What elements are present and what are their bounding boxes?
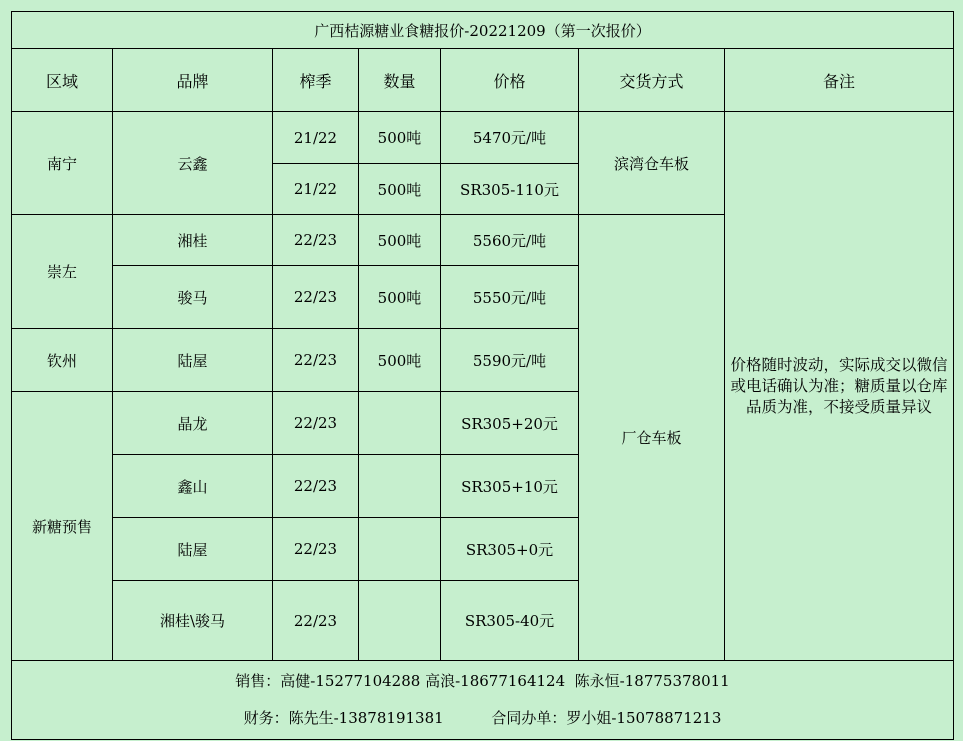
season-cell: 22/23 [273, 392, 359, 455]
footer-row [12, 661, 954, 740]
season-cell: 22/23 [273, 581, 359, 661]
header-season: 榨季 [273, 49, 359, 112]
table-row [12, 112, 954, 164]
sheet-title: 广西桔源糖业食糖报价-20221209（第一次报价） [12, 12, 954, 49]
price-cell: SR305+20元 [441, 392, 579, 455]
brand-cell: 鑫山 [113, 455, 273, 518]
region-cell: 崇左 [12, 215, 113, 329]
contact-footer [12, 661, 954, 740]
price-cell: 5560元/吨 [441, 215, 579, 266]
remark-text: 价格随时波动，实际成交以微信或电话确认为准；糖质量以仓库品质为准，不接受质量异议 [730, 355, 948, 416]
quote-sheet [11, 11, 953, 741]
header-price: 价格 [441, 49, 579, 112]
season-cell: 22/23 [273, 455, 359, 518]
price-cell: 5470元/吨 [441, 112, 579, 164]
brand-cell: 骏马 [113, 266, 273, 329]
season-cell: 22/23 [273, 518, 359, 581]
delivery-cell: 厂仓车板 [579, 215, 725, 661]
region-cell: 新糖预售 [12, 392, 113, 661]
brand-cell: 云鑫 [113, 112, 273, 215]
price-cell: SR305-40元 [441, 581, 579, 661]
quantity-cell [359, 518, 441, 581]
header-delivery: 交货方式 [579, 49, 725, 112]
region-cell: 南宁 [12, 112, 113, 215]
header-quantity: 数量 [359, 49, 441, 112]
season-cell: 22/23 [273, 329, 359, 392]
quote-table [11, 11, 954, 740]
region-cell: 钦州 [12, 329, 113, 392]
price-cell: SR305+10元 [441, 455, 579, 518]
price-cell: 5550元/吨 [441, 266, 579, 329]
sales-contacts: 销售：高健-15277104288 高浪-18677164124 陈永恒-18775378011 [235, 672, 730, 690]
season-cell: 21/22 [273, 164, 359, 215]
price-cell: SR305+0元 [441, 518, 579, 581]
header-remark: 备注 [725, 49, 954, 112]
price-cell: 5590元/吨 [441, 329, 579, 392]
quantity-cell: 500吨 [359, 266, 441, 329]
delivery-cell: 滨湾仓车板 [579, 112, 725, 215]
quantity-cell: 500吨 [359, 112, 441, 164]
brand-cell: 湘桂 [113, 215, 273, 266]
header-brand: 品牌 [113, 49, 273, 112]
quantity-cell [359, 455, 441, 518]
header-row [12, 49, 954, 112]
season-cell: 22/23 [273, 215, 359, 266]
quantity-cell [359, 581, 441, 661]
season-cell: 21/22 [273, 112, 359, 164]
quantity-cell: 500吨 [359, 164, 441, 215]
brand-cell: 湘桂\骏马 [113, 581, 273, 661]
season-cell: 22/23 [273, 266, 359, 329]
quantity-cell: 500吨 [359, 215, 441, 266]
brand-cell: 晶龙 [113, 392, 273, 455]
quantity-cell [359, 392, 441, 455]
brand-cell: 陆屋 [113, 329, 273, 392]
finance-contacts: 财务：陈先生-13878191381 合同办单：罗小姐-15078871213 [243, 709, 722, 727]
header-region: 区域 [12, 49, 113, 112]
price-cell: SR305-110元 [441, 164, 579, 215]
remark-cell [725, 112, 954, 661]
brand-cell: 陆屋 [113, 518, 273, 581]
quantity-cell: 500吨 [359, 329, 441, 392]
